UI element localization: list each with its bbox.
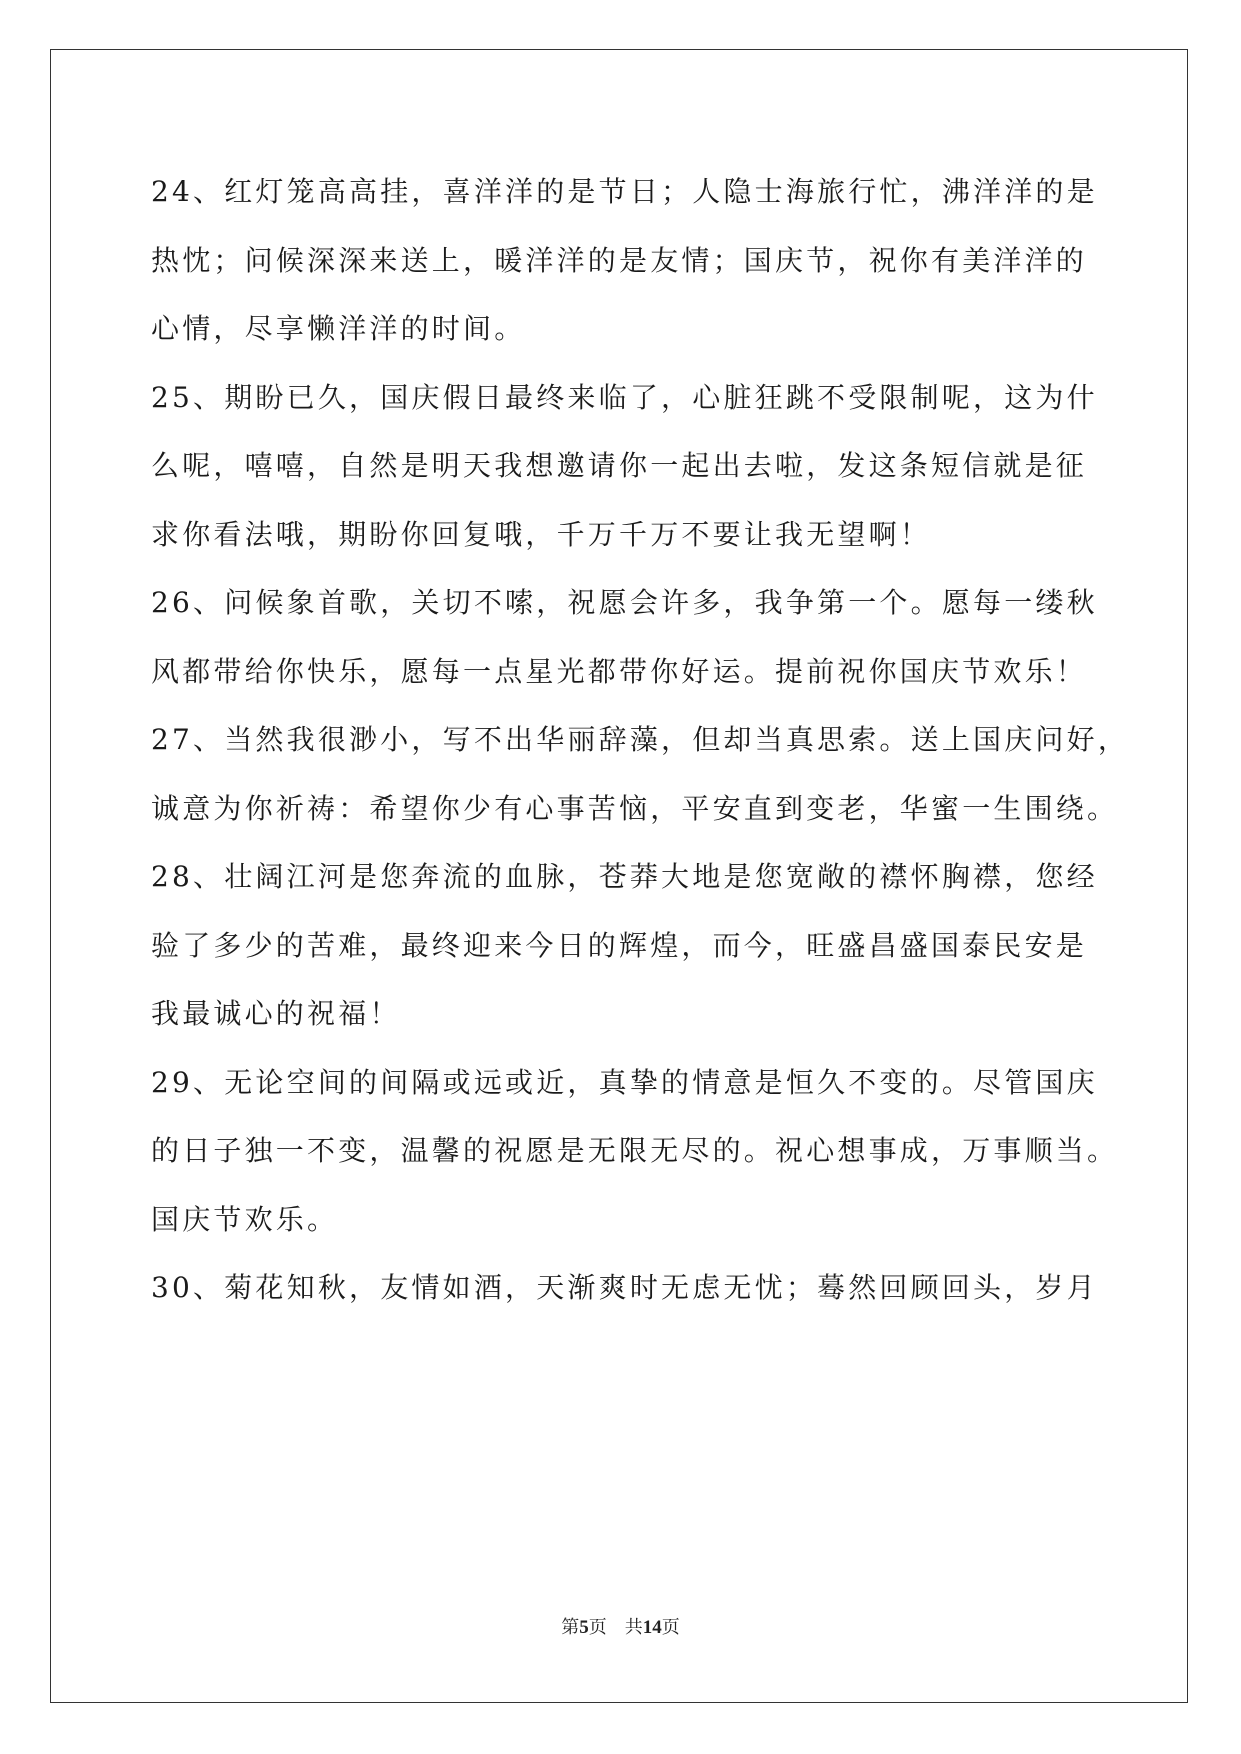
page-total: 共14页 [624, 1617, 680, 1638]
page-number: 第5页 [561, 1617, 607, 1638]
text-line: 诚意为你祈祷：希望你少有心事苦恼，平安直到变老，华蜜一生围绕。 [151, 791, 1119, 825]
text-line: 的日子独一不变，温馨的祝愿是无限无尽的。祝心想事成，万事顺当。 [151, 1134, 1119, 1167]
text-line: 我最诚心的祝福！ [151, 997, 401, 1030]
text-line: 风都带给你快乐，愿每一点星光都带你好运。提前祝你国庆节欢乐！ [151, 654, 1088, 688]
text-line: 验了多少的苦难，最终迎来今日的辉煌，而今，旺盛昌盛国泰民安是 [151, 928, 1088, 962]
text-line: 28、壮阔江河是您奔流的血脉，苍莽大地是您宽敞的襟怀胸襟，您经 [151, 860, 1098, 893]
text-line: 么呢，嘻嘻，自然是明天我想邀请你一起出去啦，发这条短信就是征 [151, 449, 1088, 482]
text-line: 国庆节欢乐。 [151, 1202, 339, 1236]
text-line: 心情，尽享懒洋洋的时间。 [151, 312, 526, 345]
text-line: 24、红灯笼高高挂，喜洋洋的是节日；人隐士海旅行忙，沸洋洋的是 [151, 175, 1098, 208]
page-footer [0, 1616, 1241, 1640]
text-line: 求你看法哦，期盼你回复哦，千万千万不要让我无望啊！ [151, 517, 932, 551]
text-line: 25、期盼已久，国庆假日最终来临了，心脏狂跳不受限制呢，这为什 [151, 380, 1098, 414]
text-line: 26、问候象首歌，关切不嗦，祝愿会许多，我争第一个。愿每一缕秋 [151, 586, 1098, 619]
text-line: 29、无论空间的间隔或远或近，真挚的情意是恒久不变的。尽管国庆 [151, 1065, 1098, 1099]
text-line: 30、菊花知秋，友情如酒，天渐爽时无虑无忧；蓦然回顾回头，岁月 [151, 1271, 1098, 1304]
document-body [151, 158, 1130, 1323]
text-line: 热忱；问候深深来送上，暖洋洋的是友情；国庆节，祝你有美洋洋的 [151, 243, 1088, 277]
text-line: 27、当然我很渺小，写不出华丽辞藻，但却当真思索。送上国庆问好， [151, 723, 1130, 756]
